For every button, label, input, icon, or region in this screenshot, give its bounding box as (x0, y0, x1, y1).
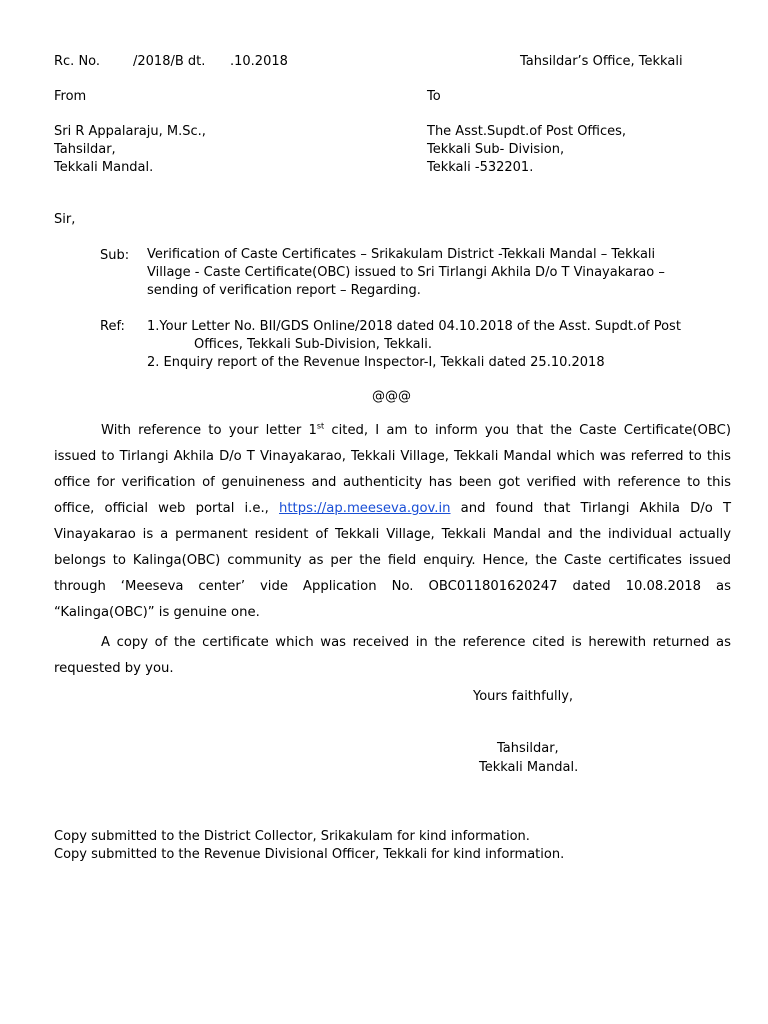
from-line: Sri R Appalaraju, M.Sc., (54, 124, 206, 139)
subject-line: sending of verification report – Regarding. (147, 283, 421, 298)
body-text: and found that Tirlangi Akhila D/o T Vinayakarao is a permanent resident of Tekkali Village, Tekkali Mandal and the individual actually belongs to Kalinga(OBC) community as per the field enquiry. Hence, the Caste certificates issued through ‘Meeseva center’ vide Application No. OBC011801620247 dated 10.08.2018 as “Kalinga(OBC)” is genuine one. (54, 501, 731, 620)
body-text: With reference to your letter 1 (101, 423, 317, 438)
subject-line: Verification of Caste Certificates – Srikakulam District -Tekkali Mandal – Tekkali (147, 247, 656, 262)
copy-line: Copy submitted to the Revenue Divisional Officer, Tekkali for kind information. (54, 847, 565, 862)
subject-text (147, 246, 665, 300)
meeseva-portal-link[interactable]: https://ap.meeseva.gov.in (279, 501, 451, 516)
reference-item-1: 1.Your Letter No. BII/GDS Online/2018 dated 04.10.2018 of the Asst. Supdt.of Post (147, 319, 681, 334)
separator: @@@ (372, 389, 411, 404)
signature-title: Tahsildar, (497, 741, 559, 756)
reference-label: Ref: (100, 319, 125, 334)
body-text: cited, I am to inform you that the Caste Certificate(OBC) issued to Tirlangi Akhila D/o T Vinayakarao, Tekkali Village, Tekkali Mandal which was referred to this office for verification of genuineness and authenticity has been got verified with reference to this office, official web portal i.e., (54, 423, 732, 516)
to-line: Tekkali -532201. (427, 160, 534, 175)
subject-label: Sub: (100, 248, 130, 263)
from-label: From (54, 89, 87, 104)
to-line: The Asst.Supdt.of Post Offices, (427, 124, 627, 139)
reference-list (147, 318, 681, 372)
rc-date: .10.2018 (230, 54, 288, 69)
copy-list (54, 828, 564, 864)
reference-item-1-continued: Offices, Tekkali Sub-Division, Tekkali. (194, 337, 432, 352)
body-paragraph-2 (54, 630, 731, 682)
from-line: Tekkali Mandal. (54, 160, 154, 175)
salutation: Sir, (54, 212, 76, 227)
closing: Yours faithfully, (473, 689, 574, 704)
from-address (54, 123, 206, 177)
reference-item-2: 2. Enquiry report of the Revenue Inspector-I, Tekkali dated 25.10.2018 (147, 355, 605, 370)
to-line: Tekkali Sub- Division, (427, 142, 565, 157)
copy-line: Copy submitted to the District Collector, Srikakulam for kind information. (54, 829, 530, 844)
subject-line: Village - Caste Certificate(OBC) issued to Sri Tirlangi Akhila D/o T Vinayakarao – (147, 265, 665, 280)
to-address (427, 123, 626, 177)
signature-mandal: Tekkali Mandal. (479, 760, 579, 775)
ordinal-suffix: st (316, 421, 325, 431)
office-name: Tahsildar’s Office, Tekkali (520, 54, 683, 69)
from-line: Tahsildar, (54, 142, 116, 157)
to-label: To (427, 89, 441, 104)
body-text: A copy of the certificate which was received in the reference cited is herewith returned as requested by you. (54, 635, 731, 676)
rc-no-value: /2018/B dt. (133, 54, 206, 69)
rc-no-label: Rc. No. (54, 54, 101, 69)
body-paragraph-1 (54, 418, 731, 626)
